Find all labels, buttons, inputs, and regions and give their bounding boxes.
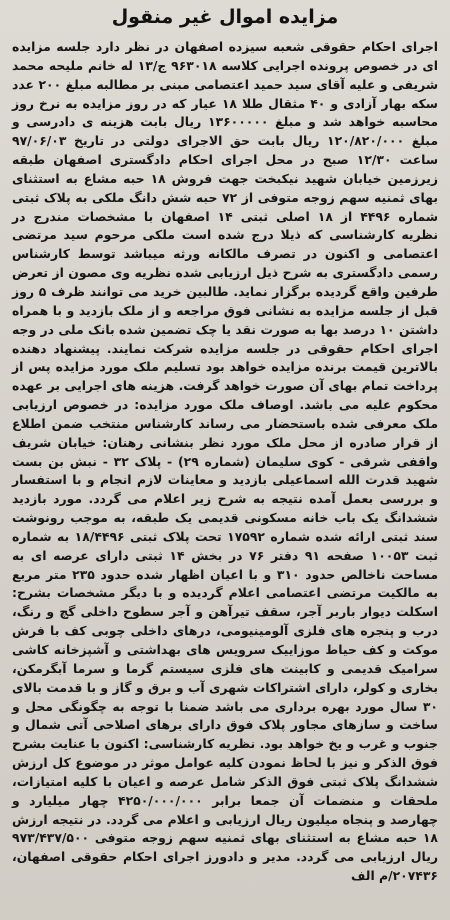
notice-title: مزایده اموال غیر منقول: [111, 6, 339, 28]
notice-body: [12, 38, 438, 886]
notice-body-text: اجرای احکام حقوقی شعبه سیزده اصفهان در نظر دارد جلسه مزایده ای در خصوص پرونده اجرایی کلاسه ۹۶۳۰۱۸ ج/۱۳ له خانم ملیحه محمد شریفی و علیه آقای سید حمید اعتصامی مبنی بر مطالبه مبلغ ۲۰۰ عدد سکه بهار آزادی و ۴۰ مثقال طلا ۱۸ عیار که در روز مزایده به نرخ روز محاسبه خواهد شد و مبلغ ۱۳۶۰۰۰۰۰ ریال بابت هزینه ی دادرسی و مبلغ ۱۲۰/۸۲۰/۰۰۰ ریال بابت حق الاجرای دولتی در تاریخ ۹۷/۰۶/۰۳ ساعت ۱۲/۳۰ صبح در محل اجرای احکام دادگستری اصفهان طبقه زیرزمین خیابان شهید نیکبخت جهت فروش ۱۸ حبه مشاع به استثنای بهای ثمنیه سهم زوجه متوفی از ۷۲ حبه شش دانگ ملکی به پلاک ثبتی شماره ۴۴۹۶ از ۱۸ اصلی ثبتی ۱۴ اصفهان با مشخصات مندرج در نظریه کارشناسی که ذیلا درج شده است ملکی مرحوم سید مرتضی اعتصامی و اکنون در تصرف مالکانه ورثه میباشد توسط کارشناس رسمی دادگستری به شرح ذیل ارزیابی شده نظریه وی مصون از تعرض طرفین واقع گردیده برگزار نماید. طالبین خرید می توانند ظرف ۵ روز قبل از جلسه مزایده به نشانی فوق مراجعه و از ملک بازدید و با همراه داشتن ۱۰ درصد بها به صورت نقد یا چک تضمین شده بانک ملی در وجه اجرای احکام حقوقی در جلسه مزایده شرکت نمایند. پیشنهاد دهنده بالاترین قیمت برنده مزایده خواهد بود تسلیم ملک مورد مزایده پس از پرداخت تمام بهای آن صورت خواهد گرفت. هزینه های اجرایی بر عهده محکوم علیه می باشد. اوصاف ملک مورد مزایده: در خصوص ارزیابی ملک معرفی شده باستحضار می رساند کارشناس منتخب ضمن اطلاع از قرار صادره از محل ملک مورد نظر بنشانی رهنان: خیابان شریف واقفی شرقی - کوی سلیمان (شماره ۲۹) - پلاک ۳۲ - نبش بن بست شهید قدرت الله اسماعیلی بازدید و معاینات لازم انجام و با استفسار و بررسی بعمل آمده نتیجه به شرح زیر اعلام می گردد. مورد بازدید ششدانگ یک باب خانه مسکونی قدیمی یک طبقه، به موجب رونوشت سند ثبتی ارائه شده شماره ۱۷۵۹۲ تحت پلاک ثبتی ۱۸/۴۴۹۶ به شماره ثبت ۱۰۰۵۳ صفحه ۹۱ دفتر ۷۶ در بخش ۱۴ ثبتی دارای عرصه ای به مساحت ناخالص حدود ۳۱۰ و با اعیان اظهار شده حدود ۲۳۵ متر مربع به مالکیت مرتضی اعتصامی اعلام گردیده و با دیگر مشخصات بشرح: اسکلت دیوار باربر آجر، سقف تیرآهن و آجر سطوح داخلی گچ و رنگ، درب و پنجره های فلزی آلومینیومی، درهای داخلی چوبی کف با فرش موکت و کف حیاط موزاییک سرویس های بهداشتی و آشپزخانه کاشی سرامیک قدیمی و کابینت های فلزی سیستم گرما و سرما آبگرمکن، بخاری و کولر، دارای اشتراکات شهری آب و برق و گاز و با قدمت بالای ۳۰ سال مورد بهره برداری می باشد ضمنا با توجه به چگونگی محل و ساخت و سازهای مجاور پلاک فوق دارای برهای اصلاحی آتی شمال و جنوب و غرب و یخ خواهد بود. نظریه کارشناسی: اکنون با عنایت بشرح فوق الذکر و نیز با لحاظ نمودن کلیه عوامل موثر در موضوع کل ارزش ششدانگ پلاک ثبتی فوق الذکر شامل عرصه و اعیان با کلیه امتیازات، ملحقات و منضمات آن جمعا برابر ۴۲۵۰/۰۰۰/۰۰۰ چهار میلیارد و چهارصد و پنجاه میلیون ریال ارزیابی و اعلام می گردد. در نتیجه ارزش ۱۸ حبه مشاع به استثنای بهای ثمنیه سهم زوجه متوفی ۹۷۳/۴۳۷/۵۰۰ ریال ارزیابی می گردد. مدیر و دادورز اجرای احکام حقوقی اصفهان، ۲۰۷۴۳۶/م الف: [12, 39, 439, 884]
